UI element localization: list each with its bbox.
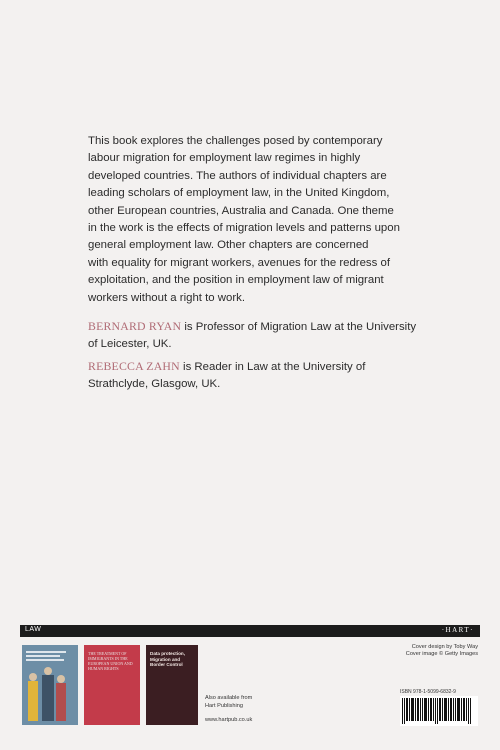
cover-design-credit: Cover design by Toby Way — [411, 644, 478, 650]
author-name: REBECCA ZAHN — [88, 359, 180, 373]
author-name: BERNARD RYAN — [88, 319, 182, 333]
description-line: This book explores the challenges posed by contemporary — [88, 135, 383, 147]
publisher-url: www.hartpub.co.uk — [205, 717, 253, 723]
isbn-label: ISBN 978-1-5099-6832-9 — [400, 689, 456, 695]
cover-credits — [406, 644, 478, 658]
description-line: general employment law. Other chapters are concerned — [88, 239, 369, 252]
author-bio-ryan — [88, 318, 428, 354]
barcode-icon — [402, 698, 476, 724]
category-band — [20, 625, 480, 637]
related-book-cover — [22, 645, 78, 725]
barcode — [400, 696, 478, 726]
related-book-cover — [146, 645, 198, 725]
description-line: leading scholars of employment law, in the United Kingdom, — [88, 187, 390, 200]
cover-image-credit: Cover image © Getty Images — [405, 651, 478, 658]
cover-artwork — [22, 645, 78, 725]
description-line: labour migration for employment law regimes in highly — [88, 152, 361, 165]
also-available-note — [205, 695, 252, 710]
publisher-name: Hart Publishing — [205, 702, 243, 709]
category-label: LAW — [25, 626, 42, 633]
description-line: in the work is the effects of migration levels and patterns upon — [88, 222, 400, 235]
description-line: developed countries. The authors of individual chapters are — [88, 169, 387, 182]
description-line: other European countries, Australia and Canada. One theme — [88, 204, 394, 217]
author-description: of Leicester, UK. — [88, 338, 172, 351]
also-available-line: Also available from — [205, 695, 253, 701]
description-line: exploitation, and the position in employment law of migrant — [88, 274, 384, 287]
author-bio-zahn — [88, 358, 428, 394]
publisher-logo: ·HART· — [441, 626, 474, 634]
book-description — [88, 133, 428, 307]
description-line: workers without a right to work. — [88, 291, 245, 304]
related-book-cover — [84, 645, 140, 725]
cover-title: Data protection, Migration and Border Control — [150, 651, 185, 667]
author-description: is Professor of Migration Law at the University — [181, 321, 417, 333]
cover-title: THE TREATMENT OF IMMIGRANTS IN THE EUROPEAN UNION AND HUMAN RIGHTS — [88, 651, 133, 671]
author-description: Strathclyde, Glasgow, UK. — [88, 378, 221, 391]
author-description: is Reader in Law at the University of — [179, 361, 366, 373]
description-line: with equality for migrant workers, avenues for the redress of — [88, 256, 390, 269]
